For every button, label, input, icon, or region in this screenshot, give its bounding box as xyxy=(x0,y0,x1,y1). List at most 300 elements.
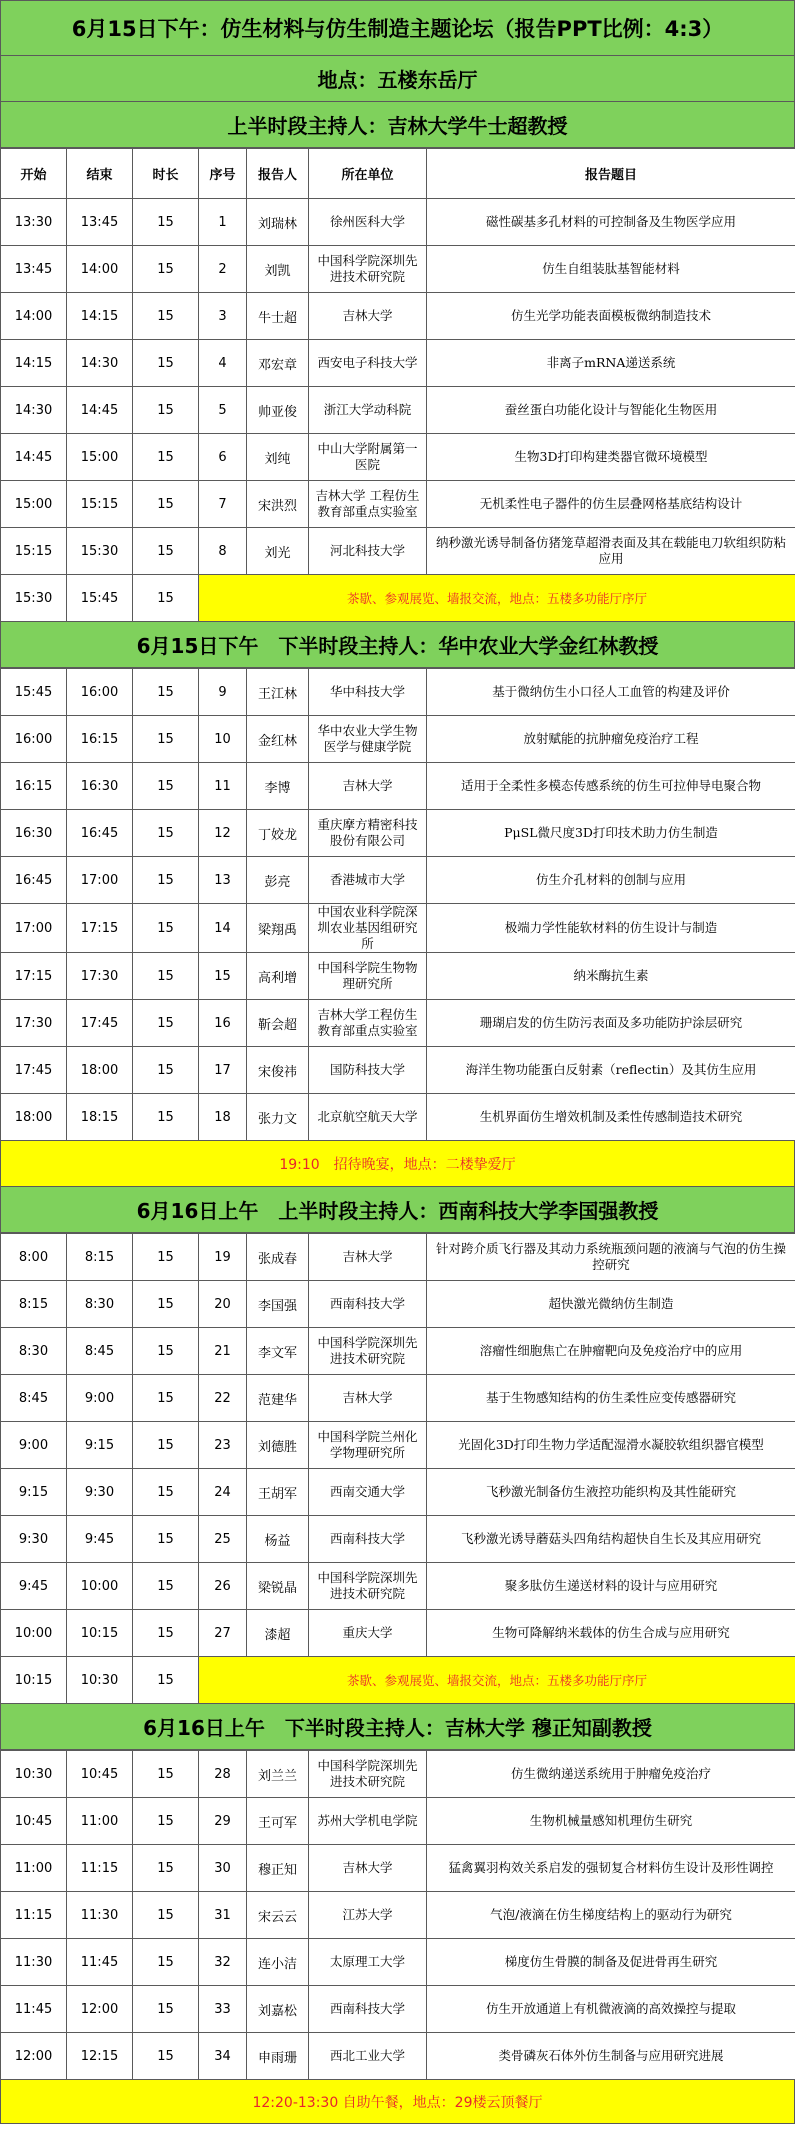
talk-duration: 15 xyxy=(133,293,199,340)
talk-duration: 15 xyxy=(133,1328,199,1375)
talk-topic: 生物可降解纳米载体的仿生合成与应用研究 xyxy=(427,1610,795,1657)
table-row xyxy=(1,434,795,481)
talk-start: 17:30 xyxy=(1,1000,67,1047)
talk-duration: 15 xyxy=(133,716,199,763)
talk-start: 14:15 xyxy=(1,340,67,387)
talk-duration: 15 xyxy=(133,953,199,1000)
venue-label: 地点：五楼东岳厅 xyxy=(0,56,795,102)
talk-duration: 15 xyxy=(133,1563,199,1610)
talk-end: 16:15 xyxy=(67,716,133,763)
talk-org: 江苏大学 xyxy=(309,1892,427,1939)
talk-speaker: 梁翔禹 xyxy=(247,904,309,953)
break-end: 10:30 xyxy=(67,1657,133,1704)
talk-topic: 针对跨介质飞行器及其动力系统瓶颈问题的液滴与气泡的仿生操控研究 xyxy=(427,1234,795,1281)
talk-number: 15 xyxy=(199,953,247,1000)
talk-topic: 光固化3D打印生物力学适配湿滑水凝胶软组织器官模型 xyxy=(427,1422,795,1469)
talk-number: 5 xyxy=(199,387,247,434)
talk-number: 4 xyxy=(199,340,247,387)
talk-topic: 磁性碳基多孔材料的可控制备及生物医学应用 xyxy=(427,199,795,246)
talk-number: 20 xyxy=(199,1281,247,1328)
talk-start: 17:15 xyxy=(1,953,67,1000)
talk-end: 8:30 xyxy=(67,1281,133,1328)
talk-duration: 15 xyxy=(133,810,199,857)
talk-start: 16:15 xyxy=(1,763,67,810)
table-row xyxy=(1,387,795,434)
talk-end: 16:30 xyxy=(67,763,133,810)
talk-duration: 15 xyxy=(133,434,199,481)
talk-start: 12:00 xyxy=(1,2033,67,2080)
table-row xyxy=(1,1751,795,1798)
talk-topic: 聚多肽仿生递送材料的设计与应用研究 xyxy=(427,1563,795,1610)
talk-number: 12 xyxy=(199,810,247,857)
talk-end: 9:15 xyxy=(67,1422,133,1469)
talk-number: 11 xyxy=(199,763,247,810)
table-row xyxy=(1,857,795,904)
talk-number: 31 xyxy=(199,1892,247,1939)
talk-speaker: 王可军 xyxy=(247,1798,309,1845)
talk-duration: 15 xyxy=(133,1281,199,1328)
talk-end: 9:30 xyxy=(67,1469,133,1516)
talk-duration: 15 xyxy=(133,246,199,293)
talk-duration: 15 xyxy=(133,1516,199,1563)
talk-duration: 15 xyxy=(133,1751,199,1798)
break-row xyxy=(1,1657,795,1704)
talk-topic: 溶瘤性细胞焦亡在肿瘤靶向及免疫治疗中的应用 xyxy=(427,1328,795,1375)
talk-speaker: 张力文 xyxy=(247,1094,309,1141)
talk-start: 8:15 xyxy=(1,1281,67,1328)
talk-end: 14:45 xyxy=(67,387,133,434)
talk-topic: 蚕丝蛋白功能化设计与智能化生物医用 xyxy=(427,387,795,434)
talk-number: 22 xyxy=(199,1375,247,1422)
table-row xyxy=(1,1892,795,1939)
talk-duration: 15 xyxy=(133,763,199,810)
talk-org: 中国科学院兰州化学物理研究所 xyxy=(309,1422,427,1469)
talk-org: 中国科学院深圳先进技术研究院 xyxy=(309,1328,427,1375)
talk-end: 17:00 xyxy=(67,857,133,904)
talk-duration: 15 xyxy=(133,1047,199,1094)
talk-start: 16:30 xyxy=(1,810,67,857)
talk-start: 15:15 xyxy=(1,528,67,575)
table-row xyxy=(1,1986,795,2033)
table-row xyxy=(1,1281,795,1328)
table-row xyxy=(1,1563,795,1610)
talk-end: 15:00 xyxy=(67,434,133,481)
table-row xyxy=(1,669,795,716)
talk-org: 吉林大学 工程仿生教育部重点实验室 xyxy=(309,481,427,528)
table-row xyxy=(1,1234,795,1281)
table-row xyxy=(1,1422,795,1469)
schedule-table-3 xyxy=(0,1233,795,1704)
talk-end: 17:45 xyxy=(67,1000,133,1047)
table-row xyxy=(1,716,795,763)
talk-speaker: 宋俊祎 xyxy=(247,1047,309,1094)
schedule-table-2 xyxy=(0,668,795,1141)
talk-start: 9:00 xyxy=(1,1422,67,1469)
talk-speaker: 彭亮 xyxy=(247,857,309,904)
talk-speaker: 邓宏章 xyxy=(247,340,309,387)
talk-duration: 15 xyxy=(133,857,199,904)
talk-topic: PμSL微尺度3D打印技术助力仿生制造 xyxy=(427,810,795,857)
host-1-label: 上半时段主持人：吉林大学牛士超教授 xyxy=(0,102,795,148)
talk-org: 吉林大学 xyxy=(309,1845,427,1892)
talk-start: 15:00 xyxy=(1,481,67,528)
table-row xyxy=(1,2033,795,2080)
talk-end: 11:00 xyxy=(67,1798,133,1845)
talk-start: 18:00 xyxy=(1,1094,67,1141)
talk-org: 太原理工大学 xyxy=(309,1939,427,1986)
table-row xyxy=(1,246,795,293)
talk-start: 17:00 xyxy=(1,904,67,953)
talk-end: 15:15 xyxy=(67,481,133,528)
talk-org: 华中科技大学 xyxy=(309,669,427,716)
talk-number: 17 xyxy=(199,1047,247,1094)
talk-speaker: 申雨珊 xyxy=(247,2033,309,2080)
talk-end: 10:00 xyxy=(67,1563,133,1610)
talk-speaker: 刘德胜 xyxy=(247,1422,309,1469)
talk-org: 重庆大学 xyxy=(309,1610,427,1657)
talk-start: 16:00 xyxy=(1,716,67,763)
talk-topic: 猛禽翼羽构效关系启发的强韧复合材料仿生设计及形性调控 xyxy=(427,1845,795,1892)
col-speaker-header: 报告人 xyxy=(247,149,309,199)
talk-org: 北京航空航天大学 xyxy=(309,1094,427,1141)
talk-org: 苏州大学机电学院 xyxy=(309,1798,427,1845)
talk-topic: 基于生物感知结构的仿生柔性应变传感器研究 xyxy=(427,1375,795,1422)
table-row xyxy=(1,810,795,857)
break-note: 茶歇、参观展览、墙报交流，地点：五楼多功能厅序厅 xyxy=(199,1657,795,1704)
talk-org: 西南科技大学 xyxy=(309,1281,427,1328)
talk-duration: 15 xyxy=(133,528,199,575)
talk-topic: 生机界面仿生增效机制及柔性传感制造技术研究 xyxy=(427,1094,795,1141)
talk-start: 17:45 xyxy=(1,1047,67,1094)
talk-speaker: 宋洪烈 xyxy=(247,481,309,528)
col-topic-header: 报告题目 xyxy=(427,149,795,199)
col-number-header: 序号 xyxy=(199,149,247,199)
talk-org: 中国科学院深圳先进技术研究院 xyxy=(309,1751,427,1798)
table-row xyxy=(1,1798,795,1845)
talk-topic: 生物3D打印构建类器官微环境模型 xyxy=(427,434,795,481)
talk-number: 32 xyxy=(199,1939,247,1986)
talk-speaker: 金红林 xyxy=(247,716,309,763)
talk-org: 香港城市大学 xyxy=(309,857,427,904)
talk-number: 14 xyxy=(199,904,247,953)
talk-speaker: 刘凯 xyxy=(247,246,309,293)
talk-org: 重庆摩方精密科技股份有限公司 xyxy=(309,810,427,857)
talk-speaker: 刘光 xyxy=(247,528,309,575)
talk-duration: 15 xyxy=(133,1610,199,1657)
talk-end: 8:15 xyxy=(67,1234,133,1281)
talk-org: 中国农业科学院深圳农业基因组研究所 xyxy=(309,904,427,953)
talk-topic: 非离子mRNA递送系统 xyxy=(427,340,795,387)
talk-start: 14:45 xyxy=(1,434,67,481)
talk-speaker: 李博 xyxy=(247,763,309,810)
talk-speaker: 刘瑞林 xyxy=(247,199,309,246)
talk-start: 10:30 xyxy=(1,1751,67,1798)
talk-duration: 15 xyxy=(133,340,199,387)
talk-speaker: 杨益 xyxy=(247,1516,309,1563)
table-row xyxy=(1,528,795,575)
talk-org: 西北工业大学 xyxy=(309,2033,427,2080)
talk-number: 18 xyxy=(199,1094,247,1141)
talk-number: 7 xyxy=(199,481,247,528)
talk-end: 13:45 xyxy=(67,199,133,246)
talk-org: 华中农业大学生物医学与健康学院 xyxy=(309,716,427,763)
talk-duration: 15 xyxy=(133,1845,199,1892)
lunch-note: 12:20-13:30 自助午餐，地点：29楼云顶餐厅 xyxy=(0,2080,795,2124)
talk-start: 8:00 xyxy=(1,1234,67,1281)
col-end-header: 结束 xyxy=(67,149,133,199)
talk-number: 8 xyxy=(199,528,247,575)
table-row xyxy=(1,1328,795,1375)
col-org-header: 所在单位 xyxy=(309,149,427,199)
talk-duration: 15 xyxy=(133,1422,199,1469)
talk-speaker: 李国强 xyxy=(247,1281,309,1328)
table-row xyxy=(1,1047,795,1094)
break-duration: 15 xyxy=(133,1657,199,1704)
table-row xyxy=(1,481,795,528)
talk-end: 15:30 xyxy=(67,528,133,575)
talk-topic: 飞秒激光诱导蘑菇头四角结构超快自生长及其应用研究 xyxy=(427,1516,795,1563)
talk-number: 33 xyxy=(199,1986,247,2033)
talk-start: 16:45 xyxy=(1,857,67,904)
talk-start: 9:15 xyxy=(1,1469,67,1516)
talk-topic: 无机柔性电子器件的仿生层叠网格基底结构设计 xyxy=(427,481,795,528)
talk-speaker: 漆超 xyxy=(247,1610,309,1657)
talk-duration: 15 xyxy=(133,1375,199,1422)
talk-topic: 梯度仿生骨膜的制备及促进骨再生研究 xyxy=(427,1939,795,1986)
talk-speaker: 梁锐晶 xyxy=(247,1563,309,1610)
talk-topic: 飞秒激光制备仿生液控功能织构及其性能研究 xyxy=(427,1469,795,1516)
talk-number: 28 xyxy=(199,1751,247,1798)
talk-end: 18:15 xyxy=(67,1094,133,1141)
talk-end: 17:30 xyxy=(67,953,133,1000)
schedule-table-1 xyxy=(0,148,795,622)
table-row xyxy=(1,1375,795,1422)
talk-speaker: 张成春 xyxy=(247,1234,309,1281)
break-duration: 15 xyxy=(133,575,199,622)
talk-speaker: 靳会超 xyxy=(247,1000,309,1047)
talk-speaker: 范建华 xyxy=(247,1375,309,1422)
schedule-table-4 xyxy=(0,1750,795,2080)
host-4-label: 6月16日上午 下半时段主持人：吉林大学 穆正知副教授 xyxy=(0,1704,795,1750)
talk-number: 25 xyxy=(199,1516,247,1563)
talk-org: 西南科技大学 xyxy=(309,1516,427,1563)
break-start: 15:30 xyxy=(1,575,67,622)
talk-topic: 仿生光学功能表面模板微纳制造技术 xyxy=(427,293,795,340)
talk-speaker: 连小洁 xyxy=(247,1939,309,1986)
talk-org: 浙江大学动科院 xyxy=(309,387,427,434)
talk-topic: 仿生介孔材料的创制与应用 xyxy=(427,857,795,904)
break-row xyxy=(1,575,795,622)
talk-end: 11:45 xyxy=(67,1939,133,1986)
table-row xyxy=(1,763,795,810)
talk-number: 9 xyxy=(199,669,247,716)
talk-end: 18:00 xyxy=(67,1047,133,1094)
table-row xyxy=(1,340,795,387)
talk-topic: 适用于全柔性多模态传感系统的仿生可拉伸导电聚合物 xyxy=(427,763,795,810)
talk-start: 8:30 xyxy=(1,1328,67,1375)
talk-duration: 15 xyxy=(133,2033,199,2080)
table-row xyxy=(1,1469,795,1516)
talk-start: 10:45 xyxy=(1,1798,67,1845)
talk-duration: 15 xyxy=(133,199,199,246)
table-row xyxy=(1,904,795,953)
table-row xyxy=(1,1094,795,1141)
talk-topic: 放射赋能的抗肿瘤免疫治疗工程 xyxy=(427,716,795,763)
talk-speaker: 刘纯 xyxy=(247,434,309,481)
talk-org: 西南科技大学 xyxy=(309,1986,427,2033)
talk-number: 19 xyxy=(199,1234,247,1281)
talk-end: 14:00 xyxy=(67,246,133,293)
talk-speaker: 帅亚俊 xyxy=(247,387,309,434)
break-start: 10:15 xyxy=(1,1657,67,1704)
talk-end: 16:00 xyxy=(67,669,133,716)
talk-start: 9:45 xyxy=(1,1563,67,1610)
talk-org: 吉林大学 xyxy=(309,293,427,340)
talk-org: 中国科学院生物物理研究所 xyxy=(309,953,427,1000)
talk-topic: 珊瑚启发的仿生防污表面及多功能防护涂层研究 xyxy=(427,1000,795,1047)
talk-start: 13:45 xyxy=(1,246,67,293)
talk-duration: 15 xyxy=(133,1234,199,1281)
talk-duration: 15 xyxy=(133,1939,199,1986)
talk-end: 10:45 xyxy=(67,1751,133,1798)
talk-end: 12:00 xyxy=(67,1986,133,2033)
talk-speaker: 王江林 xyxy=(247,669,309,716)
table-row xyxy=(1,1939,795,1986)
table-row xyxy=(1,1516,795,1563)
talk-number: 10 xyxy=(199,716,247,763)
col-duration-header: 时长 xyxy=(133,149,199,199)
talk-speaker: 刘嘉松 xyxy=(247,1986,309,2033)
talk-end: 8:45 xyxy=(67,1328,133,1375)
talk-number: 26 xyxy=(199,1563,247,1610)
talk-end: 10:15 xyxy=(67,1610,133,1657)
talk-topic: 纳秒激光诱导制备仿猪笼草超滑表面及其在载能电刀软组织防粘应用 xyxy=(427,528,795,575)
host-3-label: 6月16日上午 上半时段主持人：西南科技大学李国强教授 xyxy=(0,1187,795,1233)
talk-number: 24 xyxy=(199,1469,247,1516)
talk-number: 23 xyxy=(199,1422,247,1469)
talk-topic: 类骨磷灰石体外仿生制备与应用研究进展 xyxy=(427,2033,795,2080)
talk-topic: 仿生开放通道上有机微液滴的高效操控与提取 xyxy=(427,1986,795,2033)
talk-number: 29 xyxy=(199,1798,247,1845)
host-2-label: 6月15日下午 下半时段主持人：华中农业大学金红林教授 xyxy=(0,622,795,668)
talk-number: 13 xyxy=(199,857,247,904)
talk-number: 27 xyxy=(199,1610,247,1657)
talk-topic: 仿生微纳递送系统用于肿瘤免疫治疗 xyxy=(427,1751,795,1798)
table-header-row xyxy=(1,149,795,199)
talk-start: 11:45 xyxy=(1,1986,67,2033)
talk-topic: 生物机械量感知机理仿生研究 xyxy=(427,1798,795,1845)
table-row xyxy=(1,199,795,246)
talk-start: 8:45 xyxy=(1,1375,67,1422)
talk-end: 9:45 xyxy=(67,1516,133,1563)
talk-duration: 15 xyxy=(133,904,199,953)
talk-end: 11:30 xyxy=(67,1892,133,1939)
talk-end: 11:15 xyxy=(67,1845,133,1892)
talk-duration: 15 xyxy=(133,481,199,528)
talk-org: 徐州医科大学 xyxy=(309,199,427,246)
table-row xyxy=(1,1845,795,1892)
talk-end: 14:15 xyxy=(67,293,133,340)
table-row xyxy=(1,1000,795,1047)
talk-org: 国防科技大学 xyxy=(309,1047,427,1094)
talk-end: 12:15 xyxy=(67,2033,133,2080)
talk-topic: 纳米酶抗生素 xyxy=(427,953,795,1000)
talk-number: 21 xyxy=(199,1328,247,1375)
talk-org: 吉林大学 xyxy=(309,763,427,810)
talk-org: 河北科技大学 xyxy=(309,528,427,575)
table-row xyxy=(1,1610,795,1657)
talk-speaker: 牛士超 xyxy=(247,293,309,340)
talk-number: 1 xyxy=(199,199,247,246)
talk-end: 16:45 xyxy=(67,810,133,857)
talk-org: 西安电子科技大学 xyxy=(309,340,427,387)
talk-start: 14:30 xyxy=(1,387,67,434)
talk-org: 吉林大学 xyxy=(309,1234,427,1281)
talk-speaker: 宋云云 xyxy=(247,1892,309,1939)
talk-number: 2 xyxy=(199,246,247,293)
talk-speaker: 穆正知 xyxy=(247,1845,309,1892)
talk-start: 11:15 xyxy=(1,1892,67,1939)
talk-org: 吉林大学工程仿生教育部重点实验室 xyxy=(309,1000,427,1047)
talk-topic: 仿生自组装肽基智能材料 xyxy=(427,246,795,293)
talk-speaker: 王胡军 xyxy=(247,1469,309,1516)
talk-start: 11:00 xyxy=(1,1845,67,1892)
talk-topic: 海洋生物功能蛋白反射素（reflectin）及其仿生应用 xyxy=(427,1047,795,1094)
table-row xyxy=(1,953,795,1000)
talk-number: 3 xyxy=(199,293,247,340)
talk-speaker: 李文军 xyxy=(247,1328,309,1375)
break-end: 15:45 xyxy=(67,575,133,622)
talk-number: 6 xyxy=(199,434,247,481)
talk-start: 15:45 xyxy=(1,669,67,716)
talk-end: 14:30 xyxy=(67,340,133,387)
talk-topic: 超快激光微纳仿生制造 xyxy=(427,1281,795,1328)
talk-speaker: 丁姣龙 xyxy=(247,810,309,857)
talk-org: 中国科学院深圳先进技术研究院 xyxy=(309,1563,427,1610)
talk-speaker: 刘兰兰 xyxy=(247,1751,309,1798)
talk-start: 10:00 xyxy=(1,1610,67,1657)
talk-start: 9:30 xyxy=(1,1516,67,1563)
talk-duration: 15 xyxy=(133,669,199,716)
talk-topic: 基于微纳仿生小口径人工血管的构建及评价 xyxy=(427,669,795,716)
talk-topic: 极端力学性能软材料的仿生设计与制造 xyxy=(427,904,795,953)
page-title: 6月15日下午：仿生材料与仿生制造主题论坛（报告PPT比例：4:3） xyxy=(0,0,795,56)
talk-org: 吉林大学 xyxy=(309,1375,427,1422)
break-note: 茶歇、参观展览、墙报交流，地点：五楼多功能厅序厅 xyxy=(199,575,795,622)
talk-duration: 15 xyxy=(133,1986,199,2033)
talk-duration: 15 xyxy=(133,1469,199,1516)
talk-end: 9:00 xyxy=(67,1375,133,1422)
talk-end: 17:15 xyxy=(67,904,133,953)
table-row xyxy=(1,293,795,340)
talk-duration: 15 xyxy=(133,1000,199,1047)
talk-duration: 15 xyxy=(133,1892,199,1939)
talk-org: 西南交通大学 xyxy=(309,1469,427,1516)
dinner-note: 19:10 招待晚宴，地点：二楼挚爱厅 xyxy=(0,1141,795,1187)
talk-org: 中山大学附属第一医院 xyxy=(309,434,427,481)
talk-duration: 15 xyxy=(133,1094,199,1141)
talk-start: 14:00 xyxy=(1,293,67,340)
col-start-header: 开始 xyxy=(1,149,67,199)
talk-start: 11:30 xyxy=(1,1939,67,1986)
talk-duration: 15 xyxy=(133,387,199,434)
talk-number: 34 xyxy=(199,2033,247,2080)
talk-number: 30 xyxy=(199,1845,247,1892)
talk-org: 中国科学院深圳先进技术研究院 xyxy=(309,246,427,293)
talk-start: 13:30 xyxy=(1,199,67,246)
talk-topic: 气泡/液滴在仿生梯度结构上的驱动行为研究 xyxy=(427,1892,795,1939)
talk-number: 16 xyxy=(199,1000,247,1047)
